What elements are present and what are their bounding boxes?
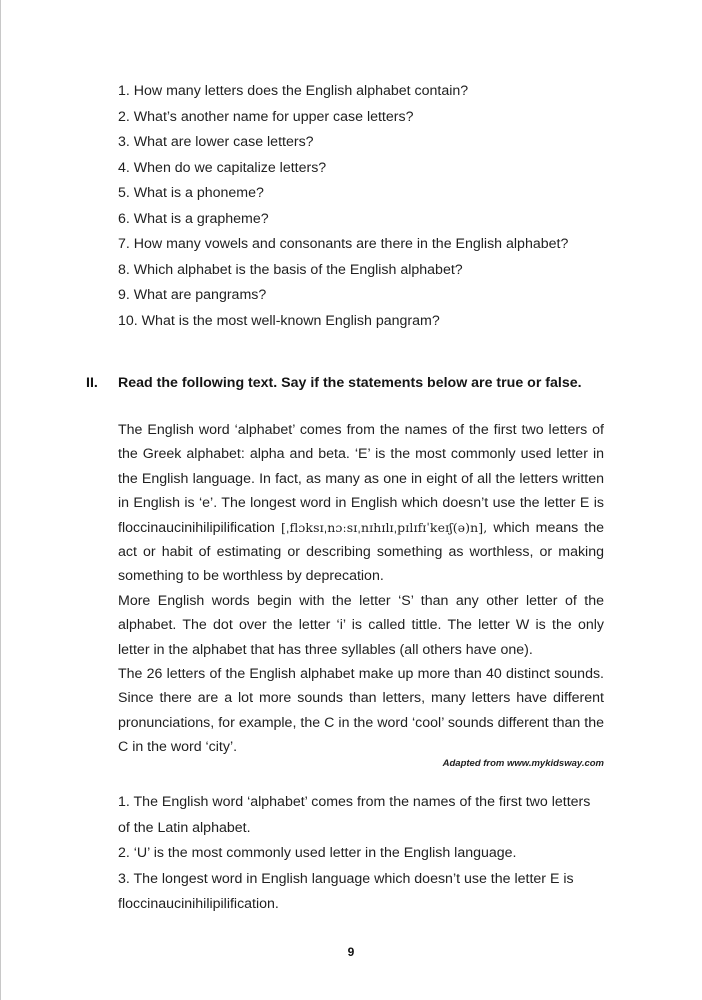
question-item: 9. What are pangrams? [118,287,267,303]
ipa-transcription: [ˌflɔksɪˌnɔːsɪˌnɪhɪlɪˌpɪlɪfɪˈkeɪʃ(ə)n], [280,519,488,535]
text-paragraph: The 26 letters of the English alphabet make up more than 40 distinct sounds. Since there are a lot more sounds than letters, many letters have different pronunciations, for example, the C in the word ‘cool’ sounds different than the C in the word ‘city’. [118,666,604,756]
question-item: 10. What is the most well-known English pangram? [118,312,440,329]
page-edge [0,0,1,1000]
section-instruction: Read the following text. Say if the statements below are true or false. [118,375,582,391]
statement-item: 2. ‘U’ is the most commonly used letter in the English language. [118,845,517,861]
text-paragraph-end: which means the act or habit of estimating or describing something as worthless, or making something to be worthless by deprecation. [118,519,604,585]
reading-text [118,418,604,760]
source-credit: Adapted from www.mykidsway.com [442,758,604,769]
section-heading [86,375,646,391]
statement-item: 1. The English word ‘alphabet’ comes from the names of the first two letters of the Latin alphabet. [118,794,591,836]
section-number: II. [86,375,98,391]
question-list [118,79,618,334]
question-item: 2. What’s another name for upper case letters? [118,108,414,125]
question-item: 7. How many vowels and consonants are there in the English alphabet? [118,236,569,252]
question-item: 8. Which alphabet is the basis of the English alphabet? [118,261,463,278]
text-paragraph-start: The English word ‘alphabet’ comes from the names of the first two letters of the Greek alphabet: alpha and beta. ‘E’ is the most commonly used letter in the English language. In fact, as many as one in eight of all the letters written in English is ‘e’. The longest word in English which doesn’t use the letter E is floccinaucinihilipilification [118,422,604,536]
question-item: 5. What is a phoneme? [118,185,264,201]
text-paragraph: More English words begin with the letter ‘S’ than any other letter of the alphabet. The dot over the letter ‘i’ is called tittle. The letter W is the only letter in the alphabet that has three syllables (all others have one). [118,592,604,658]
question-item: 1. How many letters does the English alphabet contain? [118,83,469,99]
statement-item: 3. The longest word in English language which doesn’t use the letter E is floccinaucinihilipilification. [118,870,574,912]
statement-list [118,790,604,918]
page-number: 9 [347,945,355,959]
question-item: 3. What are lower case letters? [118,134,314,150]
question-item: 6. What is a grapheme? [118,210,269,227]
text-paragraph [118,418,604,589]
question-item: 4. When do we capitalize letters? [118,159,327,176]
